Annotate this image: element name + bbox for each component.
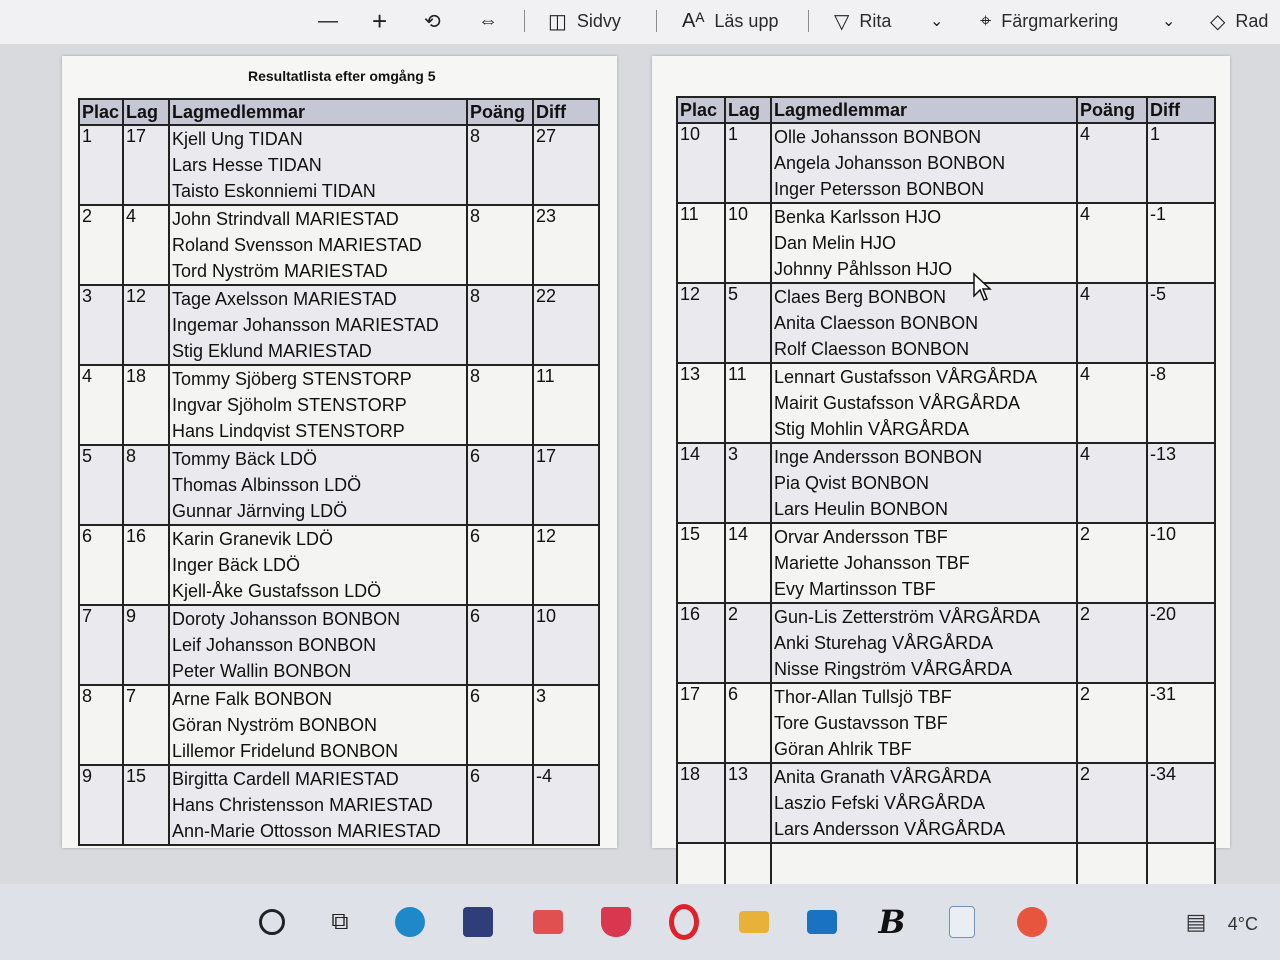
diff-cell: 27	[533, 125, 599, 205]
points-cell: 6	[467, 445, 533, 525]
team-row	[677, 203, 1215, 283]
team-member: Claes Berg BONBON	[774, 287, 947, 307]
header-points: Poäng	[1077, 97, 1147, 123]
minus-icon: —	[318, 9, 338, 32]
rotate-icon: ⟲	[424, 10, 441, 33]
team-member: Lillemor Fridelund BONBON	[172, 741, 399, 761]
team-member: Inge Andersson BONBON	[774, 447, 983, 467]
team-member: Thor-Allan Tullsjö TBF	[774, 687, 952, 707]
team-number-cell: 5	[725, 283, 771, 363]
members-cell	[169, 525, 467, 605]
team-member: Tord Nyström MARIESTAD	[172, 261, 388, 281]
diff-cell: 1	[1147, 123, 1215, 203]
team-member: John Strindvall MARIESTAD	[172, 209, 399, 229]
team-number-cell: 6	[725, 683, 771, 763]
header-members: Lagmedlemmar	[169, 99, 467, 125]
members-cell	[771, 363, 1077, 443]
diff-cell: -4	[533, 765, 599, 845]
team-member: Laszio Fefski VÅRGÅRDA	[774, 793, 986, 813]
members-cell	[169, 765, 467, 845]
points-cell: 6	[467, 765, 533, 845]
team-member: Ingvar Sjöholm STENSTORP	[172, 395, 407, 415]
placement-cell: 6	[79, 525, 123, 605]
document-title: Resultatlista efter omgång 5	[248, 68, 436, 84]
opera-icon[interactable]	[664, 902, 704, 942]
points-cell: 4	[1077, 363, 1147, 443]
draw-icon: ▽	[834, 10, 850, 33]
team-row	[677, 123, 1215, 203]
mail-icon[interactable]	[802, 902, 842, 942]
team-member: Evy Martinsson TBF	[774, 579, 936, 599]
placement-cell: 3	[79, 285, 123, 365]
points-cell: 2	[1077, 683, 1147, 763]
team-number-cell: 16	[123, 525, 169, 605]
team-member: Stig Eklund MARIESTAD	[172, 341, 372, 361]
header-plac: Plac	[677, 97, 725, 123]
placement-cell: 1	[79, 125, 123, 205]
app-icon[interactable]	[1012, 902, 1052, 942]
team-member: Mariette Johansson TBF	[774, 553, 970, 573]
header-lag: Lag	[725, 97, 771, 123]
members-cell	[771, 523, 1077, 603]
team-row	[79, 125, 599, 205]
team-number-cell: 14	[725, 523, 771, 603]
team-member: Rolf Claesson BONBON	[774, 339, 970, 359]
placement-cell: 2	[79, 205, 123, 285]
team-number-cell: 10	[725, 203, 771, 283]
fit-width-button[interactable]	[478, 6, 508, 36]
team-member: Nisse Ringström VÅRGÅRDA	[774, 659, 1013, 679]
points-cell: 2	[1077, 523, 1147, 603]
diff-cell: -20	[1147, 603, 1215, 683]
highlight-button[interactable]	[980, 6, 1118, 36]
fit-width-icon: ⇔	[478, 9, 498, 32]
members-cell	[771, 203, 1077, 283]
placement-cell: 4	[79, 365, 123, 445]
placement-cell: 10	[677, 123, 725, 203]
erase-button[interactable]	[1210, 6, 1268, 36]
notepad-icon[interactable]	[942, 902, 982, 942]
diff-cell: 17	[533, 445, 599, 525]
diff-cell: -5	[1147, 283, 1215, 363]
team-member: Lennart Gustafsson VÅRGÅRDA	[774, 367, 1038, 387]
book-icon[interactable]	[528, 902, 568, 942]
diff-cell: -31	[1147, 683, 1215, 763]
draw-dropdown[interactable]	[930, 6, 953, 36]
members-cell	[169, 685, 467, 765]
team-member: Lars Andersson VÅRGÅRDA	[774, 819, 1006, 839]
team-number-cell: 17	[123, 125, 169, 205]
team-member: Göran Ahlrik TBF	[774, 739, 912, 759]
team-member: Stig Mohlin VÅRGÅRDA	[774, 419, 970, 439]
team-member: Birgitta Cardell MARIESTAD	[172, 769, 399, 789]
placement-cell: 11	[677, 203, 725, 283]
points-cell: 8	[467, 285, 533, 365]
chevron-down-icon: ⌄	[930, 13, 944, 30]
members-cell	[771, 443, 1077, 523]
edge-icon[interactable]	[390, 902, 430, 942]
header-members: Lagmedlemmar	[771, 97, 1077, 123]
placement-cell: 18	[677, 763, 725, 843]
team-row	[79, 605, 599, 685]
page-view-label: Sidvy	[576, 10, 621, 31]
team-row	[79, 445, 599, 525]
header-plac: Plac	[79, 99, 123, 125]
team-row	[79, 525, 599, 605]
members-cell	[169, 125, 467, 205]
team-row	[79, 205, 599, 285]
points-cell: 6	[467, 605, 533, 685]
points-cell: 8	[467, 205, 533, 285]
search-circle-icon[interactable]	[252, 902, 292, 942]
diff-cell: 23	[533, 205, 599, 285]
header-diff: Diff	[1147, 97, 1215, 123]
team-number-cell: 9	[123, 605, 169, 685]
placement-cell: 17	[677, 683, 725, 763]
page-view-icon: ◫	[548, 10, 567, 33]
team-number-cell: 15	[123, 765, 169, 845]
team-row	[677, 363, 1215, 443]
points-cell: 4	[1077, 283, 1147, 363]
team-number-cell: 3	[725, 443, 771, 523]
header-points: Poäng	[467, 99, 533, 125]
team-member: Olle Johansson BONBON	[774, 127, 982, 147]
team-number-cell: 12	[123, 285, 169, 365]
team-number-cell: 18	[123, 365, 169, 445]
team-member: Lars Heulin BONBON	[774, 499, 949, 519]
team-number-cell: 8	[123, 445, 169, 525]
team-row	[79, 365, 599, 445]
team-member: Arne Falk BONBON	[172, 689, 333, 709]
plus-icon: +	[372, 5, 388, 36]
results-table-left	[78, 98, 600, 846]
team-member: Hans Lindqvist STENSTORP	[172, 421, 405, 441]
points-cell: 6	[467, 525, 533, 605]
team-member: Leif Johansson BONBON	[172, 635, 377, 655]
team-row	[677, 523, 1215, 603]
diff-cell: -8	[1147, 363, 1215, 443]
team-number-cell: 7	[123, 685, 169, 765]
members-cell	[771, 763, 1077, 843]
read-aloud-label: Läs upp	[714, 10, 779, 31]
points-cell: 4	[1077, 123, 1147, 203]
members-cell	[771, 123, 1077, 203]
members-cell	[771, 283, 1077, 363]
reader-toolbar	[0, 0, 1280, 45]
mouse-cursor-icon	[972, 272, 992, 302]
team-row	[677, 443, 1215, 523]
team-member: Karin Granevik LDÖ	[172, 529, 334, 549]
team-member: Pia Qvist BONBON	[774, 473, 930, 493]
team-member: Tage Axelsson MARIESTAD	[172, 289, 397, 309]
points-cell: 2	[1077, 763, 1147, 843]
team-number-cell: 2	[725, 603, 771, 683]
team-member: Anita Granath VÅRGÅRDA	[774, 767, 992, 787]
points-cell: 8	[467, 125, 533, 205]
header-diff: Diff	[533, 99, 599, 125]
team-member: Taisto Eskonniemi TIDAN	[172, 181, 376, 201]
results-table-right	[676, 96, 1216, 906]
read-aloud-icon: Aᴬ	[682, 9, 705, 32]
zoom-out-button[interactable]	[318, 6, 348, 36]
points-cell: 8	[467, 365, 533, 445]
team-number-cell: 13	[725, 763, 771, 843]
placement-cell: 14	[677, 443, 725, 523]
team-member: Thomas Albinsson LDÖ	[172, 475, 362, 495]
page-right	[652, 56, 1230, 848]
zoom-in-button[interactable]	[372, 6, 397, 36]
placement-cell: 7	[79, 605, 123, 685]
shield-icon[interactable]	[596, 902, 636, 942]
members-cell	[169, 205, 467, 285]
team-row	[79, 765, 599, 845]
team-row	[677, 683, 1215, 763]
page-view-button[interactable]	[548, 6, 621, 36]
header-lag: Lag	[123, 99, 169, 125]
members-cell	[169, 365, 467, 445]
team-member: Tommy Sjöberg STENSTORP	[172, 369, 412, 389]
team-member: Johnny Påhlsson HJO	[774, 259, 953, 279]
placement-cell: 5	[79, 445, 123, 525]
rotate-button[interactable]	[424, 6, 451, 36]
file-explorer-icon[interactable]	[734, 902, 774, 942]
diff-cell: 10	[533, 605, 599, 685]
temperature-readout: 4°C	[1227, 914, 1258, 934]
draw-button[interactable]	[834, 6, 891, 36]
task-view-icon[interactable]: ⧉	[331, 908, 349, 935]
placement-cell: 8	[79, 685, 123, 765]
team-member: Roland Svensson MARIESTAD	[172, 235, 422, 255]
diff-cell: 3	[533, 685, 599, 765]
members-cell	[169, 285, 467, 365]
draw-label: Rita	[859, 10, 892, 31]
team-number-cell: 11	[725, 363, 771, 443]
erase-label: Rad	[1235, 10, 1269, 31]
windows-taskbar	[0, 884, 1280, 960]
placement-cell: 13	[677, 363, 725, 443]
team-member: Inger Petersson BONBON	[774, 179, 985, 199]
store-icon[interactable]	[458, 902, 498, 942]
team-member: Doroty Johansson BONBON	[172, 609, 401, 629]
highlight-dropdown[interactable]	[1162, 6, 1185, 36]
read-aloud-button[interactable]	[682, 6, 778, 36]
diff-cell: 11	[533, 365, 599, 445]
team-member: Kjell Ung TIDAN	[172, 129, 303, 149]
news-widget-icon[interactable]: ▤	[1185, 909, 1207, 934]
chevron-down-icon: ⌄	[1162, 13, 1176, 30]
diff-cell: 22	[533, 285, 599, 365]
team-member: Dan Melin HJO	[774, 233, 897, 253]
highlight-label: Färgmarkering	[1001, 10, 1119, 31]
team-member: Anita Claesson BONBON	[774, 313, 979, 333]
team-row	[677, 283, 1215, 363]
placement-cell: 9	[79, 765, 123, 845]
diff-cell: -10	[1147, 523, 1215, 603]
team-member: Kjell-Åke Gustafsson LDÖ	[172, 581, 382, 601]
team-member: Hans Christensson MARIESTAD	[172, 795, 433, 815]
team-row	[677, 603, 1215, 683]
team-row	[677, 763, 1215, 843]
team-member: Angela Johansson BONBON	[774, 153, 1006, 173]
points-cell: 4	[1077, 443, 1147, 523]
team-member: Ann-Marie Ottosson MARIESTAD	[172, 821, 441, 841]
team-member: Orvar Andersson TBF	[774, 527, 948, 547]
team-number-cell: 1	[725, 123, 771, 203]
team-member: Ingemar Johansson MARIESTAD	[172, 315, 439, 335]
team-member: Peter Wallin BONBON	[172, 661, 352, 681]
highlighter-icon: ⌖	[980, 9, 992, 32]
points-cell: 2	[1077, 603, 1147, 683]
document-viewport[interactable]	[0, 44, 1280, 884]
diff-cell: -1	[1147, 203, 1215, 283]
points-cell: 6	[467, 685, 533, 765]
team-row	[79, 685, 599, 765]
placement-cell: 16	[677, 603, 725, 683]
members-cell	[771, 683, 1077, 763]
diff-cell: -34	[1147, 763, 1215, 843]
points-cell: 4	[1077, 203, 1147, 283]
diff-cell: -13	[1147, 443, 1215, 523]
team-member: Benka Karlsson HJO	[774, 207, 942, 227]
page-left	[62, 56, 617, 848]
team-member: Gun-Lis Zetterström VÅRGÅRDA	[774, 607, 1041, 627]
team-number-cell: 4	[123, 205, 169, 285]
placement-cell: 12	[677, 283, 725, 363]
team-member: Göran Nyström BONBON	[172, 715, 378, 735]
members-cell	[169, 445, 467, 525]
placement-cell: 15	[677, 523, 725, 603]
members-cell	[169, 605, 467, 685]
team-member: Lars Hesse TIDAN	[172, 155, 322, 175]
bridge-icon[interactable]: B	[878, 903, 906, 941]
team-member: Inger Bäck LDÖ	[172, 555, 301, 575]
team-member: Gunnar Järnving LDÖ	[172, 501, 348, 521]
team-member: Anki Sturehag VÅRGÅRDA	[774, 633, 994, 653]
team-member: Mairit Gustafsson VÅRGÅRDA	[774, 393, 1021, 413]
team-member: Tommy Bäck LDÖ	[172, 449, 318, 469]
team-member: Tore Gustavsson TBF	[774, 713, 948, 733]
eraser-icon: ◇	[1210, 10, 1226, 33]
members-cell	[771, 603, 1077, 683]
diff-cell: 12	[533, 525, 599, 605]
team-row	[79, 285, 599, 365]
